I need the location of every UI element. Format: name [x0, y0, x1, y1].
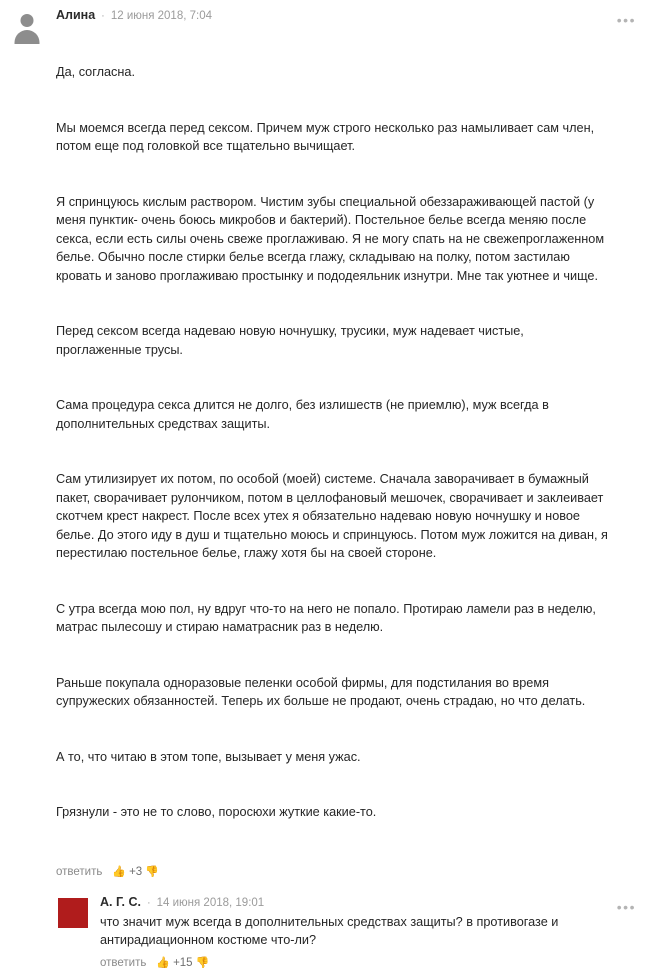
reply-vote-group: [156, 957, 209, 970]
reply-avatar-square: [58, 898, 88, 928]
avatar-column: [10, 8, 56, 44]
comment-body: [56, 8, 638, 879]
reply-vote-score: +15: [173, 957, 193, 969]
comment-text: [56, 26, 612, 859]
reply-timestamp: 14 июня 2018, 19:01: [156, 896, 265, 909]
more-options-icon[interactable]: •••: [616, 898, 636, 915]
comment-actions: [56, 866, 612, 879]
more-options-icon[interactable]: •••: [616, 12, 636, 28]
reply-actions: [100, 957, 612, 970]
reply-meta-separator: ·: [146, 896, 151, 909]
comment-paragraph: Мы моемся всегда перед сексом. Причем муж строго несколько раз намыливает сам член, потом еще под головкой все тщательно вычищает.: [56, 120, 598, 153]
reply-avatar[interactable]: [56, 897, 90, 931]
reply-text: что значит муж всегда в дополнительных средствах защиты? в противогазе и антирадиационном костюме что-ли?: [100, 914, 559, 947]
thumb-down-icon[interactable]: 👎: [145, 865, 159, 878]
comment-paragraph: Перед сексом всегда надеваю новую ночнушку, трусики, муж надевает чистые, проглаженные трусы.: [56, 324, 528, 357]
comment-paragraph: С утра всегда мою пол, ну вдруг что-то на него не попало. Протираю ламели раз в неделю, матрас пылесошу и стираю наматрасник раз в неделю.: [56, 601, 600, 634]
meta-separator: ·: [101, 10, 105, 22]
avatar-person-icon: [21, 14, 34, 27]
reply-meta: [100, 895, 612, 909]
thumb-up-icon[interactable]: 👍: [112, 865, 127, 878]
reply-button[interactable]: ответить: [100, 957, 147, 969]
comment-timestamp: 12 июня 2018, 7:04: [110, 10, 212, 22]
comment-root: [10, 8, 638, 879]
comment-paragraph: Сама процедура секса длится не долго, без излишеств (не приемлю), муж всегда в дополнительных средствах защиты.: [56, 398, 553, 431]
vote-group: [112, 866, 159, 879]
comment-reply: [56, 895, 638, 970]
comment-author[interactable]: Алина: [56, 8, 96, 22]
comment-paragraph: Раньше покупала одноразовые пеленки особой фирмы, для подстилания во время супружеских обязанностей. Теперь их больше не продают, очень страдаю, но что делать.: [56, 675, 586, 708]
comment-paragraph: Я спринцуюсь кислым раствором. Чистим зубы специальной обеззараживающей пастой (у меня пунктик- очень боюсь микробов и бактерий). Постельное белье всегда меняю после секса, если есть силы очень свеже проглаживаю. Я не могу спать на не свежепроглаженном белье. Обычно после стирки белье всегда глажу, складываю на полку, потом застилаю кровать и заново проглаживаю простынку и пододеяльник изнутри. Мне так уютнее и чище.: [56, 194, 608, 283]
comment-paragraph: Грязнули - это не то слово, поросюхи жуткие какие-то.: [56, 805, 377, 819]
thumb-up-icon[interactable]: 👍: [156, 956, 171, 969]
reply-button[interactable]: ответить: [56, 866, 103, 878]
avatar[interactable]: [10, 10, 44, 44]
reply-author[interactable]: А. Г. С.: [100, 894, 141, 909]
avatar-person-body: [15, 30, 40, 44]
reply-body: [100, 895, 638, 970]
comment-meta: [56, 8, 612, 22]
vote-score: +3: [129, 866, 143, 878]
comment-paragraph: Сам утилизирует их потом, по особой (моей) системе. Сначала заворачивает в бумажный пакет, сворачивает рулончиком, потом в целлофановый мешочек, сворачивает и заклеивает скотчем крест накрест. После всех утех я обязательно надеваю новую ночнушку и новое белье. До этого иду в душ и тщательно моюсь и спринцуюсь. Потом муж ложится на диван, я перестилаю постельное белье, глажу хотя бы на своей стороне.: [56, 472, 612, 560]
reply-avatar-column: [56, 895, 100, 931]
comment-paragraph: Да, согласна.: [56, 65, 135, 79]
comment-paragraph: А то, что читаю в этом топе, вызывает у меня ужас.: [56, 749, 361, 764]
thumb-down-icon[interactable]: 👎: [195, 956, 210, 969]
